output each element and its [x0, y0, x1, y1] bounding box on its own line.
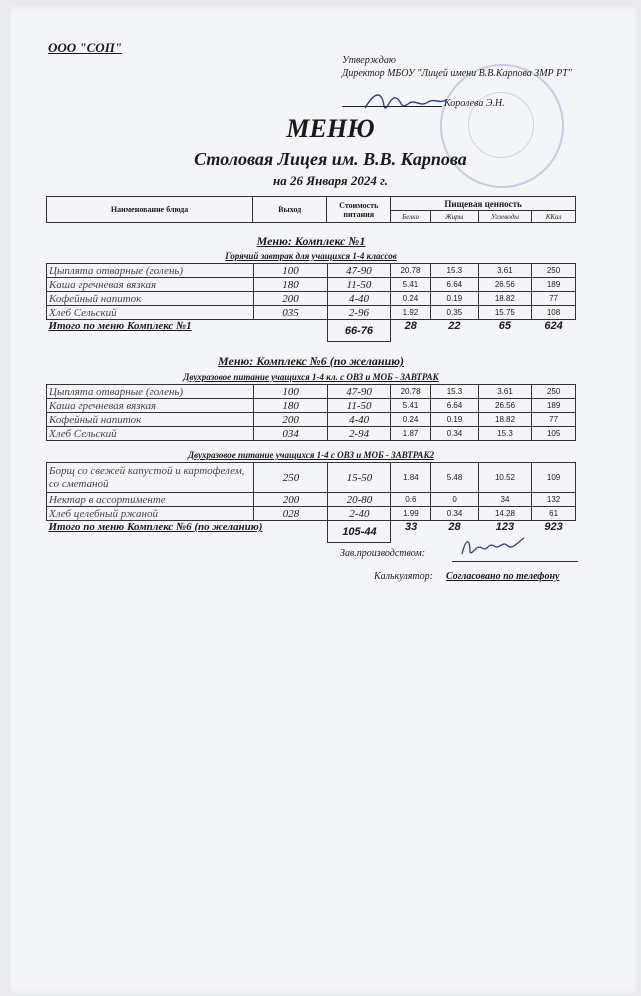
manager-label: Зав.производством:	[340, 548, 426, 559]
manager-signature-line	[452, 561, 578, 562]
dish-proteins: 1.99	[391, 507, 431, 521]
menu6-group2-title: Двухразовое питание учащихся 1-4 с ОВЗ и МОБ - ЗАВТРАК2	[187, 450, 435, 460]
dish-carbs: 15.75	[478, 306, 531, 320]
approve-label: Утверждаю	[342, 55, 396, 66]
dish-carbs: 34	[478, 493, 531, 507]
dish-output: 100	[254, 385, 328, 399]
table-row	[47, 463, 576, 493]
dish-kcal: 132	[532, 493, 576, 507]
dish-cost: 2-94	[328, 427, 391, 441]
director-name: Королева Э.Н.	[444, 98, 505, 109]
table-row	[47, 385, 576, 399]
dish-output: 100	[253, 264, 327, 278]
dish-output: 250	[254, 463, 328, 493]
dish-carbs: 15.3	[478, 427, 532, 441]
organization-name: ООО "СОП"	[48, 40, 123, 55]
table-row	[47, 413, 576, 427]
dish-output: 180	[254, 399, 328, 413]
col-kcal: ККал	[532, 211, 576, 223]
dish-kcal: 109	[532, 463, 576, 493]
menu1-title: Меню: Комплекс №1	[256, 234, 366, 248]
menu-date: на 26 Января 2024 г.	[272, 173, 388, 188]
dish-proteins: 1.84	[391, 463, 431, 493]
dish-kcal: 108	[532, 306, 576, 320]
dish-proteins: 20.78	[390, 385, 430, 399]
dish-output: 200	[254, 413, 328, 427]
dish-fats: 5.48	[431, 463, 478, 493]
dish-carbs: 18.82	[478, 413, 532, 427]
total-carbs: 123	[495, 521, 515, 533]
total-kcal: 923	[544, 521, 563, 533]
dish-name: Борщ со свежей капустой и картофелем, со сметаной	[47, 463, 254, 493]
dish-name: Цыплята отварные (голень)	[47, 385, 254, 399]
dish-fats: 15.3	[431, 264, 479, 278]
dish-fats: 0	[431, 493, 478, 507]
dish-name: Хлеб Сельский	[47, 306, 254, 320]
dish-name: Хлеб целебный ржаной	[47, 507, 254, 521]
menu6-title: Меню: Комплекс №6 (по желанию)	[218, 354, 404, 368]
dish-kcal: 77	[532, 292, 576, 306]
director-signature-line	[342, 106, 442, 107]
dish-fats: 15.3	[431, 385, 479, 399]
menu-header-table	[46, 196, 576, 223]
dish-output: 180	[253, 278, 327, 292]
dish-output: 035	[253, 306, 327, 320]
dish-fats: 0.19	[431, 292, 479, 306]
table-row	[47, 507, 576, 521]
menu1-table	[46, 263, 576, 342]
dish-fats: 6.64	[431, 278, 479, 292]
dish-proteins: 1.92	[390, 306, 430, 320]
dish-output: 200	[253, 292, 327, 306]
dish-cost: 15-50	[328, 463, 391, 493]
dish-output: 034	[254, 427, 328, 441]
dish-proteins: 5.41	[390, 399, 430, 413]
calculator-label: Калькулятор:	[374, 571, 433, 582]
manager-signature	[458, 534, 528, 560]
col-fats: Жиры	[431, 211, 479, 223]
dish-cost: 2-96	[328, 306, 391, 320]
col-output: Выход	[253, 197, 327, 223]
dish-name: Каша гречневая вязкая	[47, 278, 254, 292]
dish-kcal: 189	[532, 399, 576, 413]
total-proteins: 33	[404, 521, 418, 533]
dish-proteins: 0.24	[390, 292, 430, 306]
dish-kcal: 77	[532, 413, 576, 427]
table-row	[47, 427, 576, 441]
table-row	[47, 278, 576, 292]
dish-cost: 11-50	[328, 399, 391, 413]
col-nutrition: Пищевая ценность	[391, 197, 576, 211]
dish-carbs: 18.82	[478, 292, 531, 306]
dish-cost: 2-40	[328, 507, 391, 521]
dish-name: Цыплята отварные (голень)	[47, 264, 254, 278]
table-row	[47, 306, 576, 320]
dish-cost: 4-40	[328, 292, 391, 306]
dish-name: Хлеб Сельский	[47, 427, 254, 441]
approval-block	[342, 54, 592, 80]
dish-cost: 11-50	[328, 278, 391, 292]
total-proteins: 28	[404, 320, 417, 332]
dish-proteins: 20.78	[390, 264, 430, 278]
table-row	[47, 399, 576, 413]
table-row	[47, 493, 576, 507]
dish-cost: 47-90	[328, 385, 391, 399]
calculator-value: Согласовано по телефону	[446, 571, 560, 582]
dish-proteins: 5.41	[390, 278, 430, 292]
dish-cost: 20-80	[328, 493, 391, 507]
page-title: МЕНЮ	[286, 114, 375, 143]
col-proteins: Белки	[391, 211, 431, 223]
dish-output: 028	[254, 507, 328, 521]
total-label: Итого по меню Комплекс №1	[48, 320, 192, 332]
director-title: Директор МБОУ "Лицей имени В.В.Карпова ЗМР РТ"	[342, 68, 572, 79]
menu6-group1-title: Двухразовое питание учащихся 1-4 кл. с ОВЗ и МОБ - ЗАВТРАК	[183, 372, 439, 382]
total-cost: 105-44	[328, 521, 391, 543]
dish-carbs: 3.61	[478, 264, 531, 278]
dish-fats: 0.34	[431, 507, 478, 521]
dish-name: Каша гречневая вязкая	[47, 399, 254, 413]
dish-fats: 0.34	[431, 427, 479, 441]
dish-kcal: 189	[532, 278, 576, 292]
dish-fats: 6.64	[431, 399, 479, 413]
dish-carbs: 26.56	[478, 278, 531, 292]
col-dish: Наименование блюда	[47, 197, 253, 223]
dish-name: Нектар в ассортименте	[47, 493, 254, 507]
dish-carbs: 3.61	[478, 385, 532, 399]
dish-fats: 0.19	[431, 413, 479, 427]
dish-carbs: 14.28	[478, 507, 531, 521]
table-row	[47, 264, 576, 278]
col-cost: Стоимость питания	[327, 197, 391, 223]
dish-proteins: 0.24	[390, 413, 430, 427]
director-signature	[360, 86, 450, 116]
dish-fats: 0.35	[431, 306, 479, 320]
page-subtitle: Столовая Лицея им. В.В. Карпова	[194, 149, 467, 169]
dish-name: Кофейный напиток	[47, 413, 254, 427]
dish-kcal: 61	[532, 507, 576, 521]
table-row	[47, 292, 576, 306]
menu1-group-title: Горячий завтрак для учащихся 1-4 классов	[225, 251, 397, 261]
total-kcal: 624	[544, 320, 563, 332]
dish-carbs: 10.52	[478, 463, 531, 493]
dish-cost: 4-40	[328, 413, 391, 427]
col-carbs: Углеводы	[478, 211, 532, 223]
dish-proteins: 1.87	[390, 427, 430, 441]
dish-kcal: 250	[532, 264, 576, 278]
dish-proteins: 0.6	[391, 493, 431, 507]
total-cost: 66-76	[328, 320, 391, 342]
total-fats: 22	[448, 320, 461, 332]
menu6-table1	[46, 384, 576, 441]
dish-cost: 47-90	[328, 264, 391, 278]
dish-kcal: 105	[532, 427, 576, 441]
total-label: Итого по меню Комплекс №6 (по желанию)	[48, 521, 263, 533]
total-fats: 28	[448, 521, 461, 533]
total-row	[47, 320, 576, 342]
menu6-table2	[46, 462, 576, 543]
dish-carbs: 26.56	[478, 399, 532, 413]
dish-name: Кофейный напиток	[47, 292, 254, 306]
document-page	[10, 6, 639, 994]
dish-kcal: 250	[532, 385, 576, 399]
dish-output: 200	[254, 493, 328, 507]
total-carbs: 65	[498, 320, 511, 332]
